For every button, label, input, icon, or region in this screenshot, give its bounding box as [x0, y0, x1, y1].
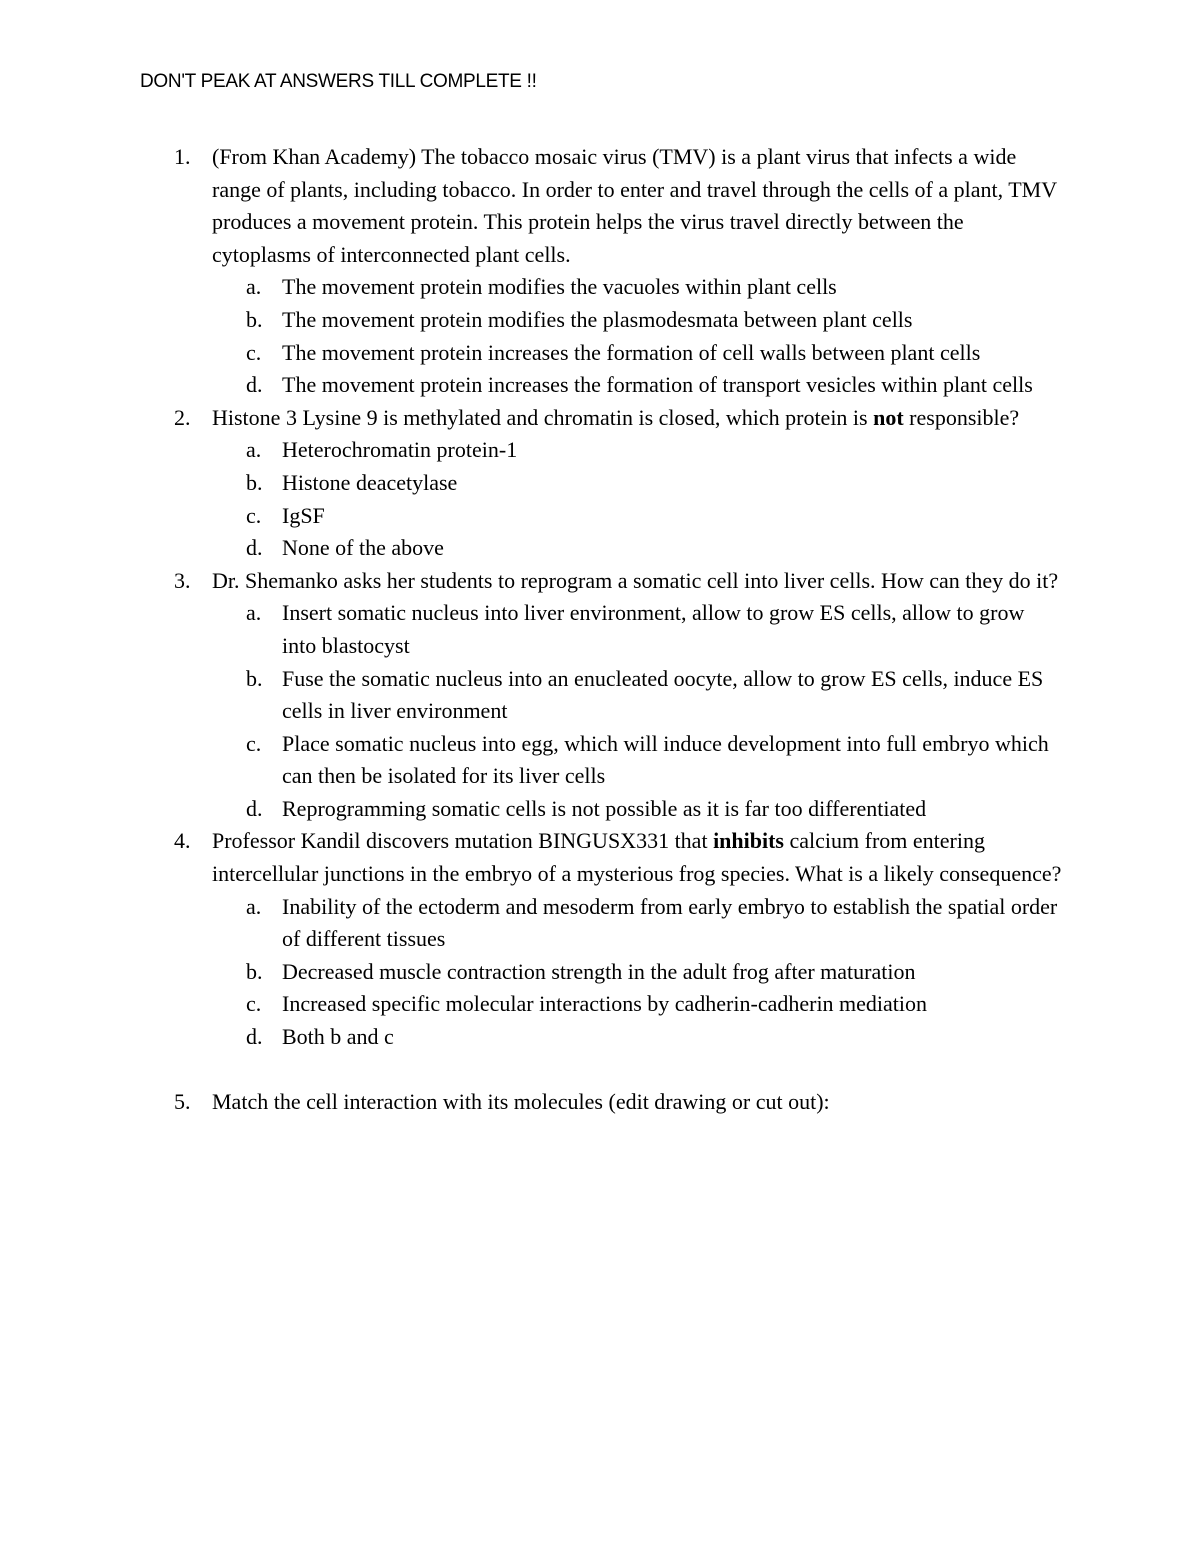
option-text: The movement protein modifies the plasmodesmata between plant cells	[282, 306, 913, 332]
answer-option	[0, 956, 1062, 989]
answer-option	[0, 467, 1062, 500]
question-text-part: calcium from entering intercellular junctions in the embryo of a mysterious frog species. What is a likely consequence?	[212, 828, 1062, 887]
question-text: Match the cell interaction with its molecules (edit drawing or cut out):	[212, 1089, 830, 1115]
question-3	[0, 565, 1062, 598]
question-emphasis: not	[873, 404, 904, 430]
answer-option	[0, 1021, 1062, 1054]
option-letter: a.	[246, 437, 262, 463]
question-2	[0, 402, 1062, 435]
option-letter: b.	[246, 469, 263, 495]
question-text-part: Professor Kandil discovers mutation BINGUSX331 that	[212, 828, 714, 854]
option-text: The movement protein increases the formation of transport vesicles within plant cells	[282, 372, 1033, 398]
option-letter: a.	[246, 893, 262, 919]
answer-option	[0, 988, 1062, 1021]
option-text: IgSF	[282, 502, 325, 528]
option-letter: d.	[246, 795, 263, 821]
option-text: Insert somatic nucleus into liver environment, allow to grow ES cells, allow to grow into blastocyst	[282, 600, 1025, 658]
option-letter: b.	[246, 665, 263, 691]
option-text: The movement protein modifies the vacuoles within plant cells	[282, 274, 837, 300]
option-text: Decreased muscle contraction strength in the adult frog after maturation	[282, 958, 916, 984]
option-text: Heterochromatin protein-1	[282, 437, 518, 463]
option-letter: b.	[246, 958, 263, 984]
question-emphasis: inhibits	[713, 828, 784, 854]
question-4	[0, 825, 1062, 890]
option-letter: c.	[246, 991, 262, 1017]
option-letter: d.	[246, 1024, 263, 1050]
question-1	[0, 141, 1062, 271]
question-number: 3.	[174, 567, 191, 593]
option-text: Place somatic nucleus into egg, which will induce development into full embryo which can then be isolated for its liver cells	[282, 730, 1049, 789]
answer-option	[0, 891, 1062, 956]
option-letter: a.	[246, 274, 262, 300]
page-header: DON'T PEAK AT ANSWERS TILL COMPLETE !!	[140, 71, 537, 92]
question-5	[0, 1086, 1062, 1119]
option-letter: c.	[246, 730, 262, 756]
question-text	[212, 825, 1062, 890]
question-list	[0, 141, 1200, 1119]
answer-option	[0, 728, 1062, 793]
question-text-part: responsible?	[903, 404, 1020, 430]
answer-option	[0, 597, 1062, 662]
option-text: Increased specific molecular interactions by cadherin-cadherin mediation	[282, 991, 928, 1017]
answer-option	[0, 532, 1062, 565]
option-text: Histone deacetylase	[282, 469, 458, 495]
question-number: 5.	[174, 1089, 191, 1115]
question-number: 2.	[174, 404, 191, 430]
answer-option	[0, 663, 1062, 728]
answer-option	[0, 793, 1062, 826]
option-letter: c.	[246, 339, 262, 365]
option-text: Fuse the somatic nucleus into an enucleated oocyte, allow to grow ES cells, induce ES cells in liver environment	[282, 665, 1044, 724]
option-text: Both b and c	[282, 1024, 394, 1050]
question-number: 1.	[174, 144, 191, 169]
option-letter: b.	[246, 306, 263, 332]
option-text: The movement protein increases the formation of cell walls between plant cells	[282, 339, 981, 365]
option-letter: d.	[246, 535, 263, 561]
question-text-part: Histone 3 Lysine 9 is methylated and chromatin is closed, which protein is	[212, 404, 874, 430]
option-letter: a.	[246, 600, 262, 626]
answer-option	[0, 337, 1062, 370]
answer-option	[0, 304, 1062, 337]
answer-option	[0, 500, 1062, 533]
question-number: 4.	[174, 828, 191, 854]
question-text	[212, 402, 1062, 435]
blank-line	[0, 1054, 1200, 1087]
option-letter: c.	[246, 502, 262, 528]
answer-option	[0, 434, 1062, 467]
option-text: None of the above	[282, 535, 444, 561]
answer-option	[0, 271, 1062, 304]
option-text: Inability of the ectoderm and mesoderm from early embryo to establish the spatial order of different tissues	[282, 893, 1058, 952]
option-letter: d.	[246, 372, 263, 398]
question-text: Dr. Shemanko asks her students to reprogram a somatic cell into liver cells. How can they do it?	[212, 567, 1059, 593]
question-text: (From Khan Academy) The tobacco mosaic virus (TMV) is a plant virus that infects a wide range of plants, including tobacco. In order to enter and travel through the cells of a plant, TMV produces a movement protein. This protein helps the virus travel directly between the cytoplasms of interconnected plant cells.	[212, 144, 1057, 267]
option-text: Reprogramming somatic cells is not possible as it is far too differentiated	[282, 795, 927, 821]
answer-option	[0, 369, 1062, 402]
